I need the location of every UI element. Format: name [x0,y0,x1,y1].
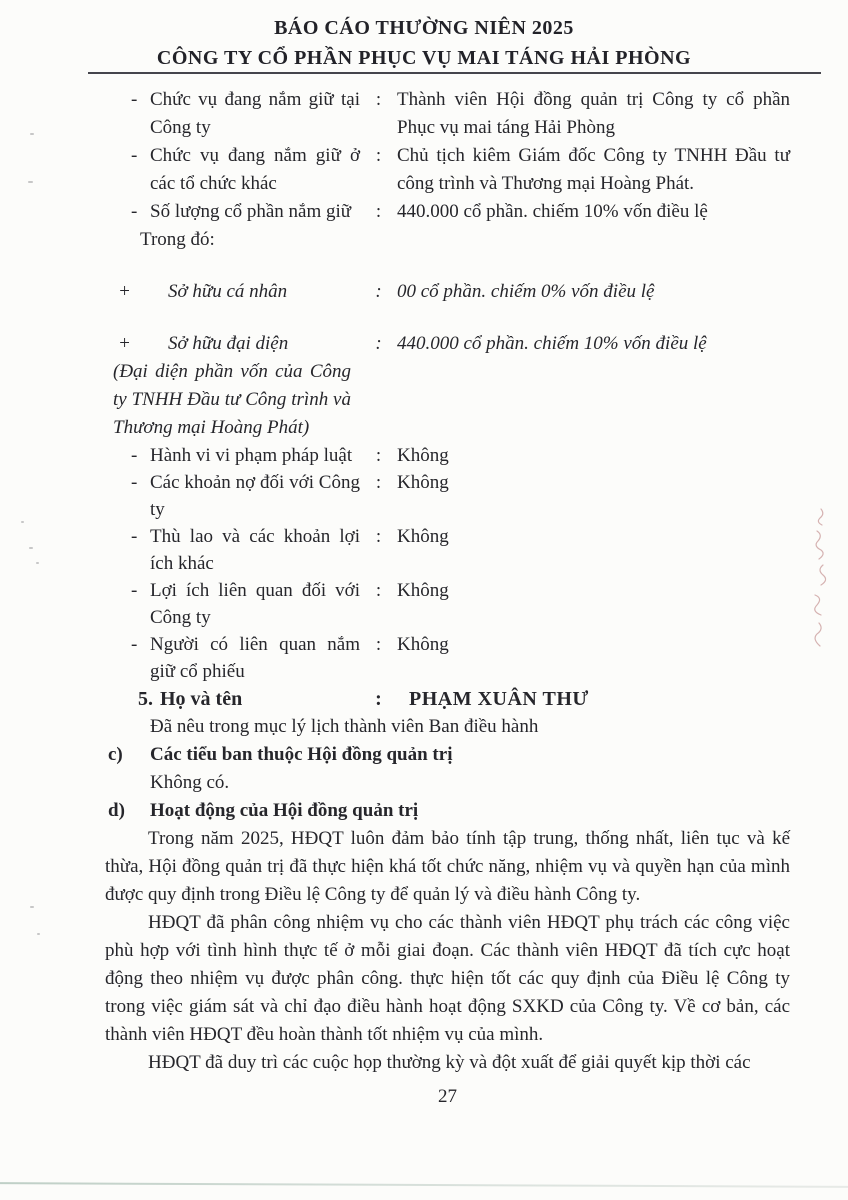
document-header [0,0,848,73]
row-value: 440.000 cổ phần. chiếm 10% vốn điều lệ [397,201,708,222]
row-colon: : [375,526,382,547]
compliance-row-debts [105,469,790,523]
company-name: CÔNG TY CỔ PHẦN PHỤC VỤ MAI TÁNG HẢI PHÒNG [156,47,692,69]
row-colon: : [375,688,382,710]
row-bullet: + [118,333,131,354]
section-c-body: Không có. [150,772,230,793]
scan-speck [28,181,33,183]
row-value: Không [397,634,449,655]
scan-speck [30,906,34,908]
compliance-row-remuneration [105,523,790,577]
row-value: Chủ tịch kiêm Giám đốc Công ty TNHH Đầu tư công trình và Thương mại Hoàng Phát. [397,145,790,194]
section-title: Các tiểu ban thuộc Hội đồng quản trị [150,744,453,765]
fullname-label: Họ và tên [160,688,243,710]
scan-speck [29,547,33,549]
section-d-paragraph: HĐQT đã duy trì các cuộc họp thường kỳ và đột xuất để giải quyết kịp thời các [148,1052,751,1073]
scan-speck [21,521,24,523]
row-label: Chức vụ đang nắm giữ ở các tổ chức khác [150,145,360,194]
row-label: Thù lao và các khoản lợi ích khác [150,526,360,574]
document-body [105,86,790,1111]
section-c-heading [105,741,790,769]
row-bullet: - [131,145,138,166]
member-5-name-row [105,685,790,713]
scan-page-edge [0,1182,848,1188]
ownership-row-representative [105,330,790,358]
ownership-row-personal [105,278,790,306]
header-divider [88,72,821,74]
profile-row-position-company [105,86,790,142]
section-marker: d) [108,800,125,821]
row-label: Người có liên quan nắm giữ cổ phiếu [150,634,360,682]
row-bullet: - [131,580,138,601]
profile-row-position-other [105,142,790,198]
row-colon: : [375,445,382,466]
row-label: Số lượng cổ phần nắm giữ [150,201,352,222]
row-colon: : [375,201,382,222]
section-marker: c) [108,744,123,765]
row-bullet: - [131,201,138,222]
compliance-row-related-persons [105,631,790,685]
section-title: Hoạt động của Hội đồng quản trị [150,800,419,821]
row-label: Sở hữu đại diện [168,333,289,354]
row-value: 00 cổ phần. chiếm 0% vốn điều lệ [397,281,655,302]
row-value: Không [397,472,449,493]
row-value: 440.000 cổ phần. chiếm 10% vốn điều lệ [397,333,707,354]
scan-speck [30,133,34,135]
row-value: Không [397,526,449,547]
row-value: Thành viên Hội đồng quản trị Công ty cổ phần Phục vụ mai táng Hải Phòng [397,89,790,138]
row-bullet: - [131,526,138,547]
row-value: Không [397,445,449,466]
representative-capital-note: (Đại diện phần vốn của Công ty TNHH Đầu tư Công trình và Thương mại Hoàng Phát) [113,361,351,438]
compliance-row-law-violation [105,442,790,469]
row-colon: : [375,580,382,601]
section-d-paragraph: HĐQT đã phân công nhiệm vụ cho các thành viên HĐQT phụ trách các công việc phù hợp với tình hình thực tế ở mỗi giai đoạn. Các thành viên HĐQT đã tích cực hoạt động theo nhiệm vụ được phân công. thực hiện tốt các quy định của Điều lệ Công ty trong việc giám sát và chỉ đạo điều hành hoạt động SXKD của Công ty. Về cơ bản, các thành viên HĐQT đều hoàn thành tốt nhiệm vụ của mình. [105,912,790,1045]
member-5-note: Đã nêu trong mục lý lịch thành viên Ban điều hành [150,716,539,737]
row-value: Không [397,580,449,601]
row-label: Chức vụ đang nắm giữ tại Công ty [150,89,360,138]
compliance-row-related-interests [105,577,790,631]
row-colon: : [375,281,382,302]
handwriting-annotation-icon [797,503,839,653]
fullname-value: PHẠM XUÂN THƯ [409,688,589,710]
section-d-paragraph: Trong năm 2025, HĐQT luôn đảm bảo tính tập trung, thống nhất, liên tục và kế thừa, Hội đồng quản trị đã thực hiện khá tốt chức năng, nhiệm vụ và quyền hạn của mình được quy định trong Điều lệ Công ty để quản lý và điều hành Công ty. [105,828,790,905]
row-bullet: - [131,445,138,466]
compliance-list [105,442,790,685]
row-colon: : [375,634,382,655]
row-colon: : [375,89,382,110]
row-colon: : [375,145,382,166]
row-bullet: + [118,281,131,302]
row-label: Hành vi vi phạm pháp luật [150,445,353,466]
scan-speck [37,933,40,935]
row-bullet: - [131,634,138,655]
section-d-heading [105,797,790,825]
including-label: Trong đó: [140,229,215,250]
report-title: BÁO CÁO THƯỜNG NIÊN 2025 [274,17,574,39]
row-bullet: - [131,472,138,493]
row-colon: : [375,472,382,493]
row-bullet: - [131,89,138,110]
scan-speck [36,562,39,564]
row-label: Các khoản nợ đối với Công ty [150,472,360,520]
row-label: Lợi ích liên quan đối với Công ty [150,580,360,628]
row-colon: : [375,333,382,354]
row-label: Sở hữu cá nhân [168,281,288,302]
page-number: 27 [438,1086,457,1107]
item-number: 5. [138,688,153,710]
profile-row-shares-held [105,198,790,226]
